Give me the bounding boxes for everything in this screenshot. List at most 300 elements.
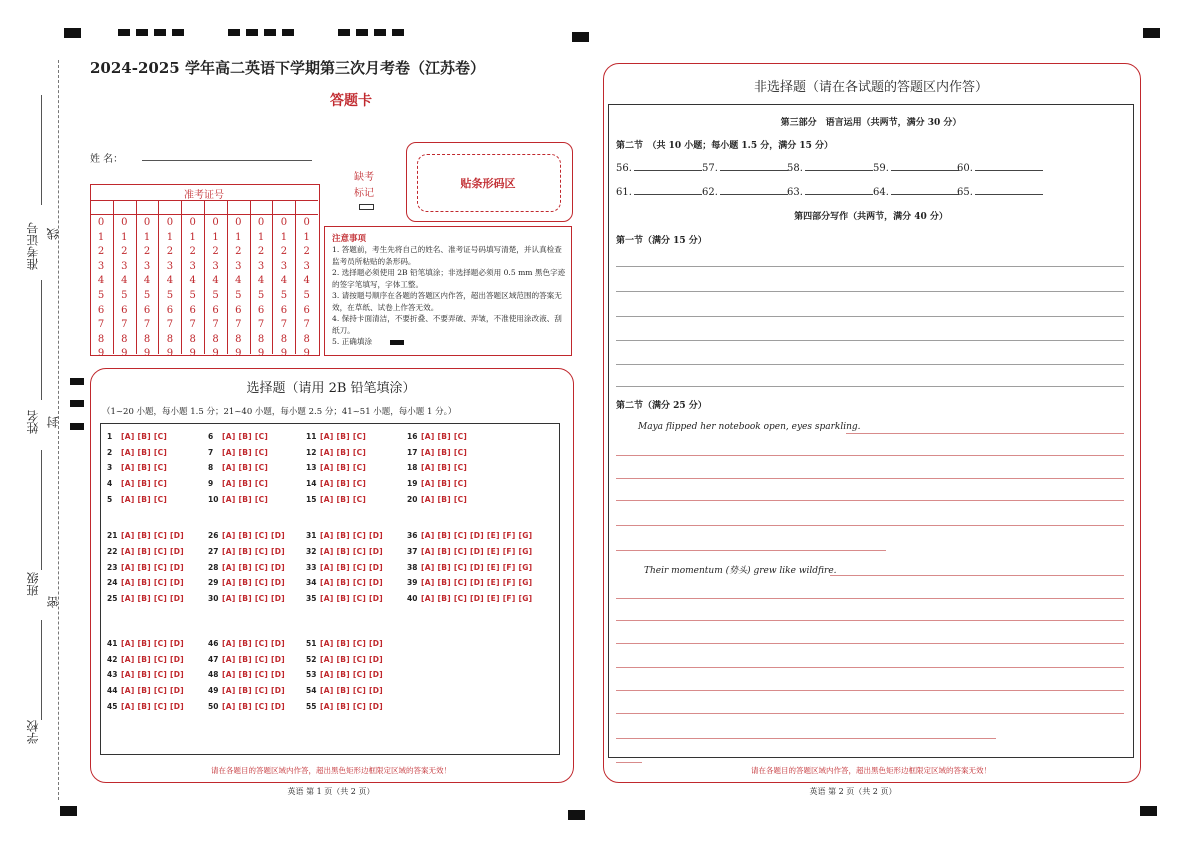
exam-digit[interactable]: 7 — [280, 319, 288, 331]
writing-line[interactable] — [616, 340, 1124, 341]
exam-digit[interactable]: 1 — [257, 231, 265, 243]
exam-digit[interactable]: 9 — [121, 348, 128, 360]
question-number: 38 — [407, 562, 418, 572]
answer-options[interactable]: [A] [B] [C] [D] — [222, 639, 286, 648]
writing-line[interactable] — [616, 478, 1124, 479]
exam-digit[interactable]: 6 — [189, 304, 196, 316]
blank-line[interactable] — [805, 162, 873, 171]
blank-line[interactable] — [720, 162, 788, 171]
writing-line[interactable] — [616, 364, 1124, 365]
absent-label: 缺考 — [354, 172, 374, 183]
exam-digit[interactable]: 0 — [280, 217, 288, 228]
question-number: 42 — [107, 654, 118, 664]
choice-question-11[interactable] — [306, 432, 366, 441]
answer-options[interactable]: [A] [B] [C] [D] — [222, 531, 286, 540]
exam-digit[interactable]: 6 — [280, 304, 288, 316]
answer-options[interactable]: [A] [B] [C] [D] [E] [F] [G] — [421, 578, 533, 588]
exam-digit[interactable]: 8 — [121, 333, 128, 345]
choice-question-47[interactable] — [208, 655, 285, 664]
exam-digit[interactable]: 1 — [121, 231, 128, 243]
answer-options[interactable]: [A] [B] [C] — [121, 494, 168, 504]
writing-line[interactable] — [616, 455, 1124, 456]
choice-question-44[interactable] — [107, 686, 184, 695]
exam-digit[interactable]: 8 — [303, 333, 310, 345]
writing-line[interactable] — [616, 525, 1124, 526]
answer-options[interactable]: [A] [B] [C] [D] — [320, 546, 384, 556]
answer-options[interactable]: [A] [B] [C] [D] — [222, 546, 286, 556]
answer-options[interactable]: [A] [B] [C] [D] [E] [F] [G] — [421, 546, 533, 556]
page-footer-left: 英语 第 1 页（共 2 页） — [287, 787, 375, 796]
exam-digit[interactable]: 1 — [212, 231, 219, 243]
exam-digit[interactable]: 4 — [303, 275, 310, 287]
exam-digit-column[interactable] — [250, 200, 272, 360]
answer-options[interactable]: [A] [B] [C] — [320, 479, 367, 489]
writing-line[interactable] — [846, 433, 1124, 434]
exam-digit[interactable]: 3 — [257, 260, 265, 272]
exam-digit[interactable]: 8 — [143, 333, 151, 345]
answer-options[interactable]: [A] [B] [C] — [222, 447, 269, 457]
choice-question-7[interactable] — [208, 448, 268, 457]
sidebar-write-line — [41, 280, 42, 400]
choice-question-53[interactable] — [306, 670, 383, 679]
exam-digit[interactable]: 0 — [189, 217, 196, 228]
exam-digit-column[interactable] — [90, 200, 112, 360]
exam-digit[interactable]: 7 — [212, 319, 219, 331]
question-number: 37 — [407, 546, 418, 556]
exam-digit[interactable]: 4 — [212, 275, 219, 287]
exam-digit[interactable]: 9 — [280, 348, 288, 360]
blank-item[interactable] — [957, 162, 1043, 174]
answer-options[interactable]: [A] [B] [C] [D] — [320, 562, 384, 572]
choice-question-17[interactable] — [407, 448, 467, 457]
answer-options[interactable]: [A] [B] [C] [D] — [222, 578, 286, 588]
choice-question-31[interactable] — [306, 531, 383, 540]
sidebar-write-line — [41, 95, 42, 205]
exam-digit[interactable]: 2 — [303, 246, 310, 258]
answer-options[interactable]: [A] [B] [C] [D] — [320, 686, 384, 696]
writing-line[interactable] — [616, 291, 1124, 292]
blank-item[interactable] — [873, 162, 959, 174]
choice-question-39[interactable] — [407, 578, 532, 587]
choice-question-24[interactable] — [107, 578, 184, 587]
exam-digit[interactable]: 3 — [280, 260, 288, 272]
blank-line[interactable] — [634, 186, 702, 195]
choice-question-36[interactable] — [407, 531, 532, 540]
blank-item[interactable] — [787, 162, 873, 174]
answer-options[interactable]: [A] [B] [C] [D] — [320, 654, 384, 664]
writing-line[interactable] — [616, 266, 1124, 267]
question-number: 24 — [107, 578, 118, 588]
exam-digit[interactable]: 4 — [166, 275, 174, 287]
blank-item[interactable] — [957, 186, 1043, 198]
choice-question-5[interactable] — [107, 495, 167, 504]
answer-options[interactable]: [A] [B] [C] [D] — [222, 701, 286, 711]
exam-digit[interactable]: 1 — [280, 231, 288, 243]
exam-digit[interactable]: 9 — [189, 348, 196, 360]
answer-options[interactable]: [A] [B] [C] [D] — [222, 594, 286, 604]
blank-line[interactable] — [975, 162, 1043, 171]
answer-options[interactable]: [A] [B] [C] [D] — [121, 546, 185, 556]
choice-question-33[interactable] — [306, 563, 383, 572]
blank-number: 60. — [957, 163, 973, 174]
blank-item[interactable] — [702, 162, 788, 174]
exam-digit[interactable]: 1 — [235, 231, 242, 243]
writing-line[interactable] — [616, 316, 1124, 317]
question-number: 2 — [107, 447, 113, 457]
question-number: 28 — [208, 562, 219, 572]
exam-digit[interactable]: 3 — [143, 260, 151, 272]
answer-options[interactable]: [A] [B] [C] — [222, 463, 269, 473]
exam-digit[interactable]: 5 — [257, 289, 265, 301]
answer-options[interactable]: [A] [B] [C] — [421, 463, 468, 473]
exam-digit[interactable]: 4 — [189, 275, 196, 287]
choice-question-4[interactable] — [107, 479, 167, 488]
section2-title: 第二节 （共 10 小题；每小题 1.5 分，满分 15 分） — [616, 141, 834, 151]
blank-line[interactable] — [720, 186, 788, 195]
exam-digit[interactable]: 2 — [257, 246, 265, 258]
question-number: 7 — [208, 447, 214, 457]
exam-digit[interactable]: 4 — [97, 275, 105, 287]
exam-digit[interactable]: 6 — [257, 304, 265, 316]
answer-options[interactable]: [A] [B] [C] — [320, 447, 367, 457]
choice-question-46[interactable] — [208, 639, 285, 648]
timing-mark — [1140, 806, 1157, 816]
answer-options[interactable]: [A] [B] [C] — [421, 479, 468, 489]
answer-options[interactable]: [A] [B] [C] — [421, 494, 468, 504]
exam-digit[interactable]: 3 — [212, 260, 219, 272]
answer-options[interactable]: [A] [B] [C] [D] — [320, 531, 384, 540]
answer-options[interactable]: [A] [B] [C] — [121, 479, 168, 489]
choice-subtitle: （1~20 小题，每小题 1.5 分；21~40 小题，每小题 2.5 分；41~51 小题，每小题 1 分。） — [102, 407, 457, 417]
choice-question-45[interactable] — [107, 702, 184, 711]
exam-digit[interactable]: 4 — [143, 275, 151, 287]
blank-line[interactable] — [805, 186, 873, 195]
exam-digit[interactable]: 9 — [257, 348, 265, 360]
answer-options[interactable]: [A] [B] [C] [D] — [121, 578, 185, 588]
exam-digit[interactable]: 9 — [166, 348, 174, 360]
writing-line[interactable] — [616, 500, 1124, 501]
choice-question-13[interactable] — [306, 463, 366, 472]
choice-question-34[interactable] — [306, 578, 383, 587]
exam-digit-column[interactable] — [181, 200, 203, 360]
blank-line[interactable] — [975, 186, 1043, 195]
choice-question-21[interactable] — [107, 531, 184, 540]
timing-mark — [136, 29, 148, 36]
part3-title: 第三部分 语言运用（共两节，满分 30 分） — [780, 118, 962, 128]
answer-card-subtitle: 答题卡 — [330, 93, 372, 109]
choice-question-1[interactable] — [107, 432, 167, 441]
question-number: 39 — [407, 578, 418, 588]
writing-line[interactable] — [616, 386, 1124, 387]
exam-digit[interactable]: 3 — [303, 260, 310, 272]
secret-label: 密 — [46, 596, 60, 608]
exam-digit[interactable]: 7 — [166, 319, 174, 331]
choice-question-28[interactable] — [208, 563, 285, 572]
exam-digit[interactable]: 8 — [235, 333, 242, 345]
answer-options[interactable]: [A] [B] [C] [D] — [320, 639, 384, 648]
exam-digit[interactable]: 4 — [280, 275, 288, 287]
choice-question-55[interactable] — [306, 702, 383, 711]
exam-digit[interactable]: 1 — [97, 231, 105, 243]
choice-question-51[interactable] — [306, 639, 383, 648]
blank-item[interactable] — [616, 162, 702, 174]
answer-options[interactable]: [A] [B] [C] [D] — [121, 686, 185, 696]
question-number: 53 — [306, 670, 317, 680]
blank-line[interactable] — [891, 186, 959, 195]
exam-digit[interactable]: 2 — [143, 246, 151, 258]
choice-question-32[interactable] — [306, 547, 383, 556]
answer-options[interactable]: [A] [B] [C] [D] — [121, 594, 185, 604]
choice-question-23[interactable] — [107, 563, 184, 572]
exam-digit[interactable]: 6 — [212, 304, 219, 316]
exam-digit[interactable]: 8 — [212, 333, 219, 345]
exam-digit[interactable]: 4 — [235, 275, 242, 287]
blank-item[interactable] — [787, 186, 873, 198]
exam-digit[interactable]: 8 — [257, 333, 265, 345]
exam-digit-column[interactable] — [158, 200, 180, 360]
absent-mark-box[interactable] — [359, 204, 374, 210]
question-number: 51 — [306, 639, 317, 648]
exam-number-header: 准考证号 — [184, 190, 224, 201]
exam-digit[interactable]: 3 — [166, 260, 174, 272]
exam-digit[interactable]: 2 — [166, 246, 174, 258]
exam-digit[interactable]: 9 — [303, 348, 310, 360]
writing1-title: 第一节（满分 15 分） — [616, 236, 707, 246]
blank-line[interactable] — [634, 162, 702, 171]
exam-digit[interactable]: 9 — [97, 348, 105, 360]
choice-question-8[interactable] — [208, 463, 268, 472]
exam-digit[interactable]: 9 — [235, 348, 242, 360]
exam-digit[interactable]: 5 — [235, 289, 242, 301]
exam-digit[interactable]: 1 — [303, 231, 310, 243]
choice-question-30[interactable] — [208, 594, 285, 603]
exam-digit[interactable]: 6 — [166, 304, 174, 316]
blank-item[interactable] — [616, 186, 702, 198]
exam-digit[interactable]: 2 — [212, 246, 219, 258]
answer-options[interactable]: [A] [B] [C] [D] — [320, 578, 384, 588]
timing-mark — [70, 378, 84, 385]
exam-digit[interactable]: 5 — [143, 289, 151, 301]
answer-options[interactable]: [A] [B] [C] — [121, 432, 168, 441]
exam-digit[interactable]: 5 — [303, 289, 310, 301]
blank-item[interactable] — [702, 186, 788, 198]
choice-question-20[interactable] — [407, 495, 467, 504]
choice-question-48[interactable] — [208, 670, 285, 679]
exam-digit[interactable]: 0 — [212, 217, 219, 228]
timing-mark — [64, 28, 81, 38]
answer-options[interactable]: [A] [B] [C] [D] [E] [F] [G] — [421, 562, 533, 572]
choice-question-2[interactable] — [107, 448, 167, 457]
answer-options[interactable]: [A] [B] [C] [D] — [222, 670, 286, 680]
exam-digit[interactable]: 7 — [189, 319, 196, 331]
exam-digit[interactable]: 5 — [166, 289, 174, 301]
choice-question-27[interactable] — [208, 547, 285, 556]
choice-question-38[interactable] — [407, 563, 532, 572]
school-label: 学校 — [26, 720, 40, 744]
choice-question-19[interactable] — [407, 479, 467, 488]
answer-options[interactable]: [A] [B] [C] [D] — [320, 594, 384, 604]
exam-digit[interactable]: 4 — [257, 275, 265, 287]
choice-question-25[interactable] — [107, 594, 184, 603]
answer-options[interactable]: [A] [B] [C] — [421, 432, 468, 441]
exam-digit[interactable]: 5 — [212, 289, 219, 301]
exam-digit-column[interactable] — [136, 200, 158, 360]
writing-line[interactable] — [616, 667, 1124, 668]
blank-number: 56. — [616, 163, 632, 174]
answer-options[interactable]: [A] [B] [C] — [222, 479, 269, 489]
choice-question-18[interactable] — [407, 463, 467, 472]
answer-options[interactable]: [A] [B] [C] [D] — [222, 562, 286, 572]
exam-digit[interactable]: 0 — [303, 217, 310, 228]
choice-question-29[interactable] — [208, 578, 285, 587]
exam-digit[interactable]: 7 — [303, 319, 310, 331]
writing-line[interactable] — [616, 620, 1124, 621]
question-number: 9 — [208, 479, 214, 489]
exam-digit[interactable]: 6 — [143, 304, 151, 316]
choice-question-49[interactable] — [208, 686, 285, 695]
exam-digit-column[interactable] — [204, 200, 226, 360]
exam-digit[interactable]: 8 — [97, 333, 105, 345]
answer-options[interactable]: [A] [B] [C] — [222, 494, 269, 504]
exam-digit-column[interactable] — [272, 200, 294, 360]
choice-question-15[interactable] — [306, 495, 366, 504]
exam-digit[interactable]: 2 — [97, 246, 105, 258]
writing-line[interactable] — [616, 762, 642, 763]
exam-digit[interactable]: 4 — [121, 275, 128, 287]
exam-digit[interactable]: 8 — [280, 333, 288, 345]
exam-digit[interactable]: 1 — [189, 231, 196, 243]
exam-digit[interactable]: 2 — [121, 246, 128, 258]
choice-question-54[interactable] — [306, 686, 383, 695]
exam-digit[interactable]: 0 — [121, 217, 128, 228]
exam-digit[interactable]: 6 — [235, 304, 242, 316]
exam-digit[interactable]: 5 — [121, 289, 128, 301]
timing-mark — [154, 29, 166, 36]
answer-options[interactable]: [A] [B] [C] [D] — [222, 654, 286, 664]
choice-question-40[interactable] — [407, 594, 532, 603]
exam-digit[interactable]: 0 — [166, 217, 174, 228]
exam-digit[interactable]: 7 — [235, 319, 242, 331]
blank-line[interactable] — [891, 162, 959, 171]
exam-digit[interactable]: 0 — [235, 217, 242, 228]
choice-question-37[interactable] — [407, 547, 532, 556]
exam-digit[interactable]: 7 — [121, 319, 128, 331]
choice-question-9[interactable] — [208, 479, 268, 488]
answer-options[interactable]: [A] [B] [C] [D] — [222, 686, 286, 696]
choice-question-12[interactable] — [306, 448, 366, 457]
answer-options[interactable]: [A] [B] [C] — [121, 463, 168, 473]
answer-options[interactable]: [A] [B] [C] [D] — [320, 670, 384, 680]
choice-question-35[interactable] — [306, 594, 383, 603]
exam-digit-column[interactable] — [227, 200, 249, 360]
answer-options[interactable]: [A] [B] [C] [D] — [121, 531, 185, 540]
exam-digit[interactable]: 3 — [189, 260, 196, 272]
exam-digit[interactable]: 5 — [97, 289, 105, 301]
writing-line[interactable] — [616, 598, 1124, 599]
answer-options[interactable]: [A] [B] [C] [D] — [121, 701, 185, 711]
exam-digit[interactable]: 6 — [97, 304, 105, 316]
choice-question-6[interactable] — [208, 432, 268, 441]
exam-digit[interactable]: 2 — [280, 246, 288, 258]
answer-options[interactable]: [A] [B] [C] [D] — [121, 654, 185, 664]
choice-question-42[interactable] — [107, 655, 184, 664]
exam-digit[interactable]: 3 — [97, 260, 105, 272]
choice-question-16[interactable] — [407, 432, 467, 441]
writing-line[interactable] — [616, 738, 996, 739]
answer-options[interactable]: [A] [B] [C] [D] — [320, 701, 384, 711]
exam-digit[interactable]: 3 — [121, 260, 128, 272]
exam-digit[interactable]: 8 — [166, 333, 174, 345]
choice-question-41[interactable] — [107, 639, 184, 648]
exam-digit[interactable]: 0 — [97, 217, 105, 228]
timing-mark — [264, 29, 276, 36]
answer-options[interactable]: [A] [B] [C] [D] — [121, 670, 185, 680]
exam-digit[interactable]: 8 — [189, 333, 196, 345]
writing-line[interactable] — [830, 575, 1124, 576]
exam-digit[interactable]: 0 — [257, 217, 265, 228]
blank-number: 62. — [702, 187, 718, 198]
question-number: 6 — [208, 432, 214, 441]
answer-options[interactable]: [A] [B] [C] — [222, 432, 269, 441]
choice-question-26[interactable] — [208, 531, 285, 540]
answer-options[interactable]: [A] [B] [C] [D] — [121, 562, 185, 572]
answer-options[interactable]: [A] [B] [C] — [121, 447, 168, 457]
answer-options[interactable]: [A] [B] [C] [D] [E] [F] [G] — [421, 594, 533, 604]
exam-digit-column[interactable] — [295, 200, 317, 360]
nonchoice-footer: 请在各题目的答题区域内作答，超出黑色矩形边框限定区域的答案无效！ — [751, 766, 991, 775]
answer-options[interactable]: [A] [B] [C] — [320, 494, 367, 504]
exam-digit[interactable]: 1 — [143, 231, 151, 243]
blank-number: 63. — [787, 187, 803, 198]
notice-item: 1. 答题前，考生先将自己的姓名、准考证号码填写清楚，并认真检查监考员所粘贴的条形码。 — [332, 245, 562, 266]
exam-digit[interactable]: 7 — [97, 319, 105, 331]
exam-digit[interactable]: 3 — [235, 260, 242, 272]
answer-options[interactable]: [A] [B] [C] — [320, 463, 367, 473]
exam-digit[interactable]: 7 — [143, 319, 151, 331]
answer-options[interactable]: [A] [B] [C] — [320, 432, 367, 441]
writing-line[interactable] — [616, 713, 1124, 714]
choice-question-10[interactable] — [208, 495, 268, 504]
choice-question-22[interactable] — [107, 547, 184, 556]
exam-digit[interactable]: 2 — [189, 246, 196, 258]
choice-question-52[interactable] — [306, 655, 383, 664]
exam-digit[interactable]: 5 — [280, 289, 288, 301]
writing-line[interactable] — [616, 690, 1124, 691]
exam-digit[interactable]: 5 — [189, 289, 196, 301]
answer-options[interactable]: [A] [B] [C] [D] — [121, 639, 185, 648]
exam-digit[interactable]: 7 — [257, 319, 265, 331]
exam-digit[interactable]: 6 — [121, 304, 128, 316]
choice-question-14[interactable] — [306, 479, 366, 488]
student-name-field[interactable] — [142, 160, 312, 161]
answer-options[interactable]: [A] [B] [C] — [421, 447, 468, 457]
choice-question-43[interactable] — [107, 670, 184, 679]
writing-line[interactable] — [616, 643, 1124, 644]
answer-options[interactable]: [A] [B] [C] [D] [E] [F] [G] — [421, 531, 533, 540]
exam-digit[interactable]: 9 — [212, 348, 219, 360]
exam-digit[interactable]: 9 — [143, 348, 151, 360]
exam-digit-column[interactable] — [113, 200, 135, 360]
choice-question-3[interactable] — [107, 463, 167, 472]
exam-digit[interactable]: 6 — [303, 304, 310, 316]
choice-question-50[interactable] — [208, 702, 285, 711]
blank-item[interactable] — [873, 186, 959, 198]
exam-digit[interactable]: 2 — [235, 246, 242, 258]
exam-digit[interactable]: 1 — [166, 231, 174, 243]
writing-line[interactable] — [616, 550, 886, 551]
timing-mark — [356, 29, 368, 36]
exam-digit[interactable]: 0 — [143, 217, 151, 228]
